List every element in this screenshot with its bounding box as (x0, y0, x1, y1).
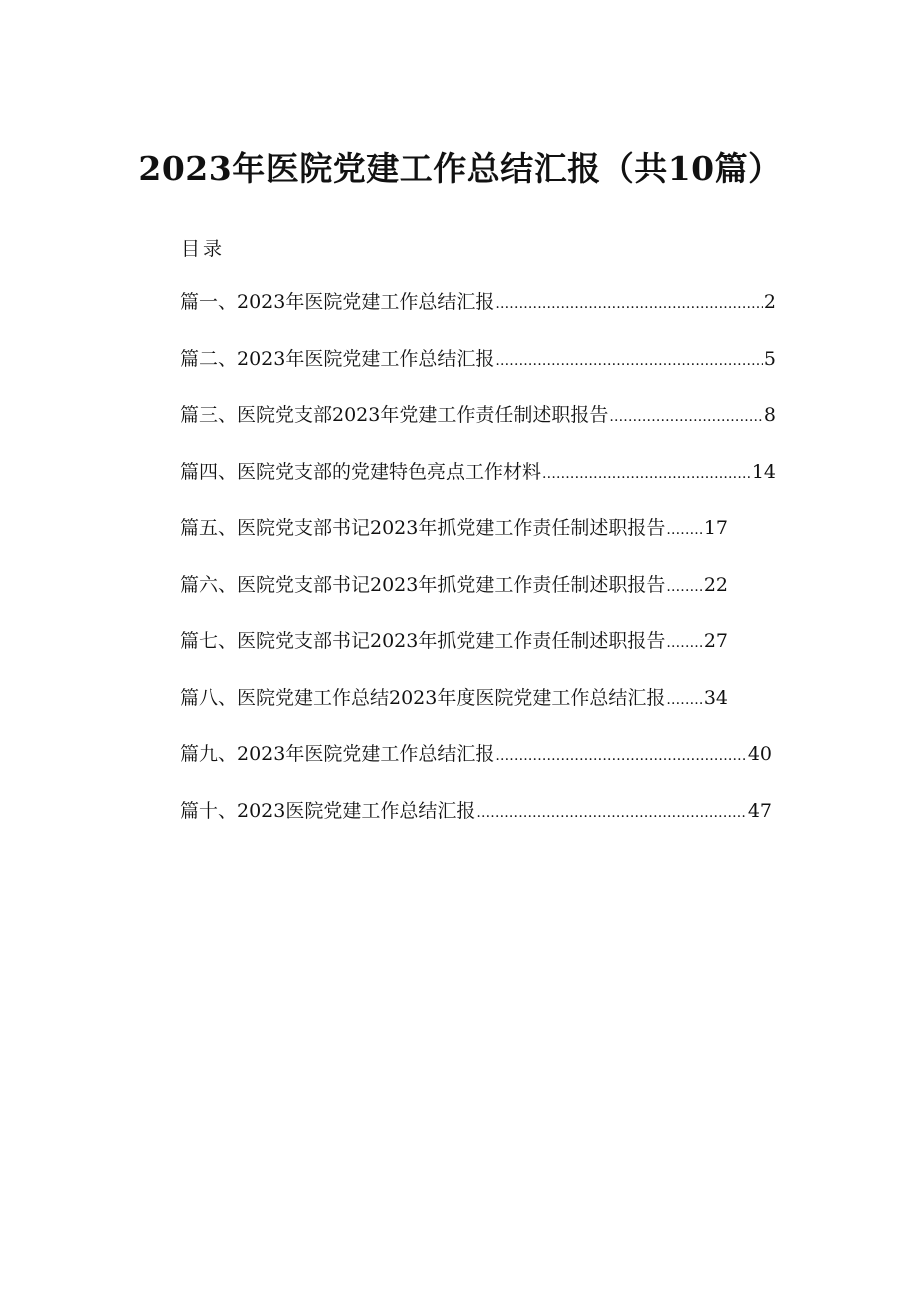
toc-entry-page: 17 (703, 517, 728, 539)
document-title: 2023年医院党建工作总结汇报（共10篇） (138, 149, 782, 188)
dot-leader (666, 627, 702, 655)
toc-entry-page: 47 (747, 799, 772, 822)
dot-leader (542, 458, 751, 486)
toc-entry-5[interactable] (180, 514, 728, 571)
toc-entry-title: 篇一、2023年医院党建工作总结汇报 (180, 291, 495, 313)
toc-entry-page: 5 (763, 347, 776, 370)
dot-leader (666, 684, 702, 712)
dot-leader (609, 401, 763, 429)
toc-entry-10[interactable] (180, 797, 772, 854)
toc-entry-9[interactable] (180, 740, 772, 797)
toc-entry-page: 14 (751, 460, 776, 483)
toc-entry-3[interactable] (180, 401, 776, 458)
toc-entry-title: 篇九、2023年医院党建工作总结汇报 (180, 743, 495, 765)
toc-entry-title: 篇六、医院党支部书记2023年抓党建工作责任制述职报告 (180, 573, 666, 596)
toc-entry-8[interactable] (180, 684, 728, 741)
toc-entry-6[interactable] (180, 571, 728, 628)
toc-entry-page: 8 (763, 404, 776, 426)
dot-leader (476, 797, 746, 825)
toc-entry-page: 22 (703, 573, 728, 596)
toc-entry-title: 篇七、医院党支部书记2023年抓党建工作责任制述职报告 (180, 630, 666, 652)
dot-leader (495, 288, 763, 316)
toc-entry-title: 篇十、2023医院党建工作总结汇报 (180, 799, 476, 822)
toc-entry-page: 27 (703, 630, 728, 652)
dot-leader (495, 345, 763, 373)
dot-leader (666, 514, 702, 542)
toc-entry-page: 34 (703, 686, 728, 709)
toc-entry-title: 篇八、医院党建工作总结2023年度医院党建工作总结汇报 (180, 686, 666, 709)
toc-entry-7[interactable] (180, 627, 728, 684)
toc-entry-title: 篇四、医院党支部的党建特色亮点工作材料 (180, 460, 542, 483)
toc-entry-2[interactable] (180, 345, 776, 402)
toc-entry-4[interactable] (180, 458, 776, 515)
toc-entry-title: 篇二、2023年医院党建工作总结汇报 (180, 347, 495, 370)
toc-entry-title: 篇五、医院党支部书记2023年抓党建工作责任制述职报告 (180, 517, 666, 539)
toc-entry-page: 40 (747, 743, 772, 765)
dot-leader (495, 740, 746, 768)
toc-entry-title: 篇三、医院党支部2023年党建工作责任制述职报告 (180, 404, 609, 426)
toc-entry-1[interactable] (180, 288, 776, 345)
table-of-contents (180, 288, 780, 853)
dot-leader (666, 571, 702, 599)
toc-heading: 目录 (181, 238, 226, 260)
toc-entry-page: 2 (763, 291, 776, 313)
